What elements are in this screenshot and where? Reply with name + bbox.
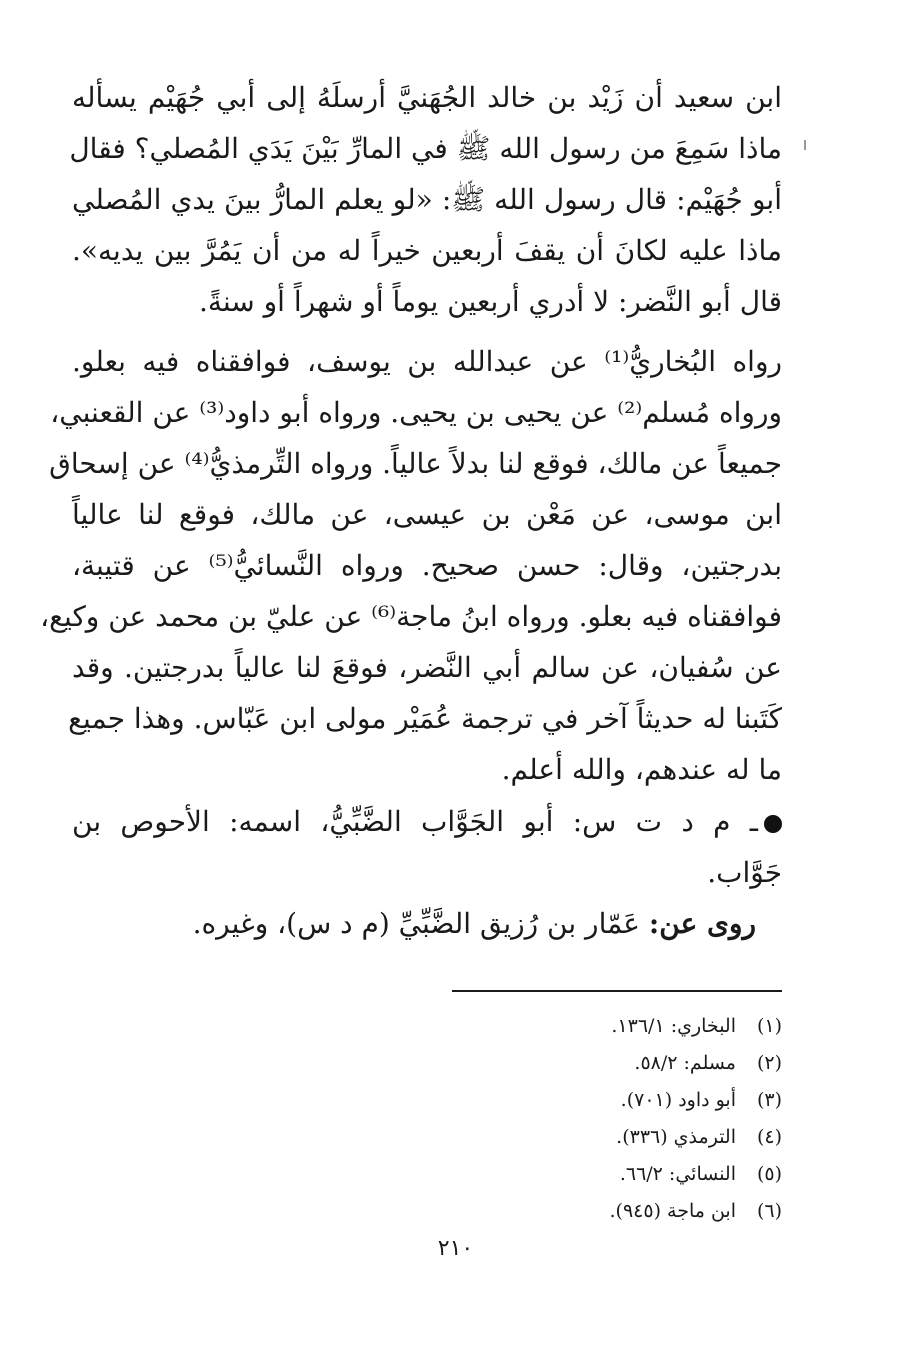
- narrator-line: [72, 898, 782, 949]
- text-line: ما له عندهم، والله أعلم.: [501, 753, 782, 786]
- footnote-text: أبو داود (٧٠١).: [620, 1089, 736, 1111]
- footnote-text: ابن ماجة (٩٤٥).: [609, 1200, 736, 1222]
- footnote-number: (٣): [756, 1089, 782, 1111]
- text-line: عن سُفيان، عن سالم أبي النَّضر، فوقعَ لنا عالياً بدرجتين. وقد: [72, 651, 782, 684]
- text-line: فوافقناه فيه بعلو. ورواه ابنُ ماجة⁽⁶⁾ عن عليّ بن محمد عن وكيع،: [40, 600, 782, 633]
- text-line: جميعاً عن مالك، فوقع لنا بدلاً عالياً. ورواه التِّرمذيُّ⁽⁴⁾ عن إسحاق: [49, 447, 782, 480]
- bullet-icon: [764, 815, 782, 833]
- footnote: [72, 1082, 782, 1119]
- entry-heading-line: جَوَّاب.: [707, 856, 782, 889]
- text-line: بدرجتين، وقال: حسن صحيح. ورواه النَّسائيُّ⁽⁵⁾ عن قتيبة،: [72, 549, 783, 582]
- footnote-text: البخاري: ١٣٦/١.: [611, 1015, 736, 1037]
- entry-heading-line: [72, 796, 782, 847]
- footnote: [72, 1119, 782, 1156]
- footnote-divider: [452, 990, 782, 992]
- footnote-text: مسلم: ٥٨/٢.: [634, 1052, 736, 1074]
- footnote-number: (٦): [756, 1200, 782, 1222]
- text-line: رواه البُخاريُّ⁽¹⁾ عن عبدالله بن يوسف، فوافقناه فيه بعلو.: [72, 345, 782, 378]
- footnote-number: (٥): [756, 1163, 782, 1185]
- narrator-text: عَمّار بن رُزيق الضَّبِّيِّ (م د س)، وغيره.: [192, 907, 641, 940]
- footnote: [72, 1156, 782, 1193]
- text-line: ابن موسى، عن مَعْن بن عيسى، عن مالك، فوقع لنا عالياً: [72, 498, 782, 531]
- text-line: كَتَبنا له حديثاً آخر في ترجمة عُمَيْر مولى ابن عَبّاس. وهذا جميع: [68, 702, 782, 735]
- entry-heading-text: ـ م د ت س: أبو الجَوَّاب الضَّبِّيُّ، اسمه: الأحوص بن: [72, 805, 758, 838]
- footnote: [72, 1193, 782, 1230]
- footnote-text: النسائي: ٦٦/٢.: [619, 1163, 736, 1185]
- narration-paragraph: [40, 336, 783, 795]
- text-line: ورواه مُسلم⁽²⁾ عن يحيى بن يحيى. ورواه أبو داود⁽³⁾ عن القعنبي،: [50, 396, 782, 429]
- footnote-number: (٤): [756, 1126, 782, 1148]
- footnote: [72, 1045, 782, 1082]
- text-line: أبو جُهَيْم: قال رسول الله ﷺ: «لو يعلم المارُّ بينَ يدي المُصلي: [72, 183, 782, 216]
- narrator-label: روى عن:: [648, 907, 756, 940]
- text-line: ماذا عليه لكانَ أن يقفَ أربعين خيراً له من أن يَمُرَّ بين يديه».: [72, 234, 782, 267]
- text-line: قال أبو النَّضر: لا أدري أربعين يوماً أو شهراً أو سنةً.: [198, 285, 782, 318]
- text-line: ماذا سَمِعَ من رسول الله ﷺ في المارِّ بَيْنَ يَدَي المُصلي؟ فقال: [69, 132, 782, 165]
- footnote-text: الترمذي (٣٣٦).: [616, 1126, 736, 1148]
- footnote-number: (١): [756, 1015, 782, 1037]
- text-line: ابن سعيد أن زَيْد بن خالد الجُهَنيَّ أرسلَهُ إلى أبي جُهَيْم يسأله: [72, 81, 782, 114]
- footnote: [72, 1008, 782, 1045]
- biography-entry: [72, 796, 782, 898]
- page-number: ٢١٠: [437, 1236, 474, 1261]
- footnotes: [72, 1008, 782, 1230]
- footnote-number: (٢): [756, 1052, 782, 1074]
- margin-mark: [804, 140, 806, 150]
- hadith-paragraph: [69, 72, 782, 327]
